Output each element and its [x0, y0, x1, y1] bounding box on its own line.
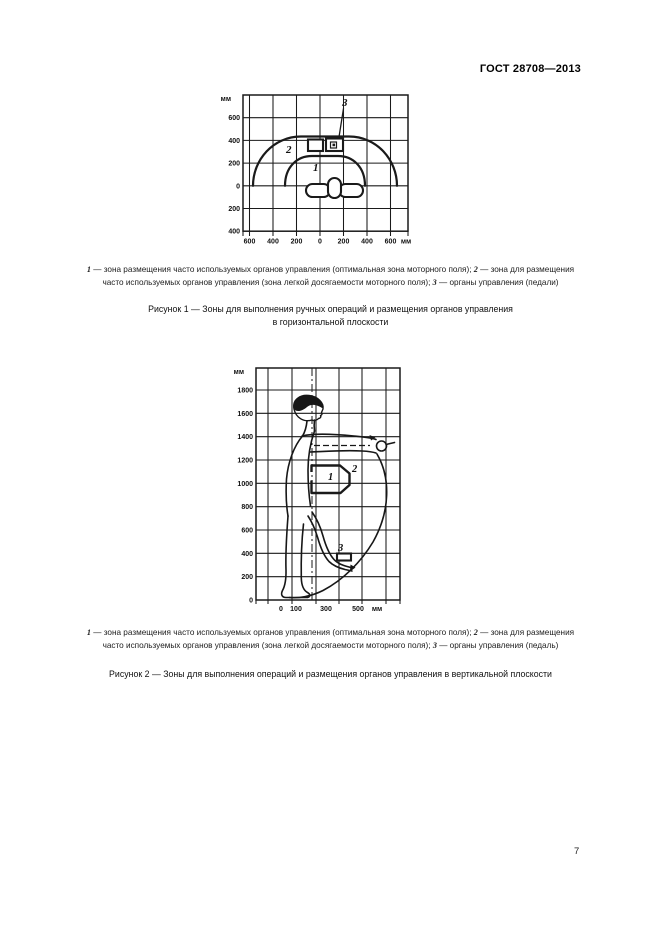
fig2-zone3-label: 3: [338, 543, 344, 554]
fig2-zone1-label: 1: [328, 472, 334, 483]
caption-text: — зона для размещения: [477, 628, 575, 637]
fig2-x-tick: 300: [320, 606, 332, 613]
fig2-forward-leg: [308, 512, 352, 571]
caption-ref-1: 1: [86, 265, 91, 274]
fig1-y-tick: 400: [228, 228, 240, 236]
fig1-y-tick: 200: [228, 160, 240, 168]
fig1-y-tick: 0: [236, 183, 240, 191]
fig2-y-tick: 0: [249, 597, 253, 605]
fig1-y-tick: 200: [228, 206, 240, 213]
fig1-x-tick: 400: [361, 238, 373, 246]
fig2-y-tick: 800: [241, 504, 253, 512]
fig1-zone1-label: 1: [313, 162, 319, 174]
figure1-title-line2: в горизонтальной плоскости: [272, 317, 389, 327]
caption-text: — зона размещения часто используемых органов управления (оптимальная зона моторного поля);: [91, 628, 474, 637]
fig2-y-tick: 1000: [237, 480, 253, 488]
fig1-x-tick: 0: [318, 238, 322, 246]
figure2-title-line: Рисунок 2 — Зоны для выполнения операций и размещения органов управления в вертикальной плоскости: [109, 669, 552, 679]
fig1-grid-lines: [243, 95, 408, 236]
fig2-x-tick: 500: [352, 606, 364, 613]
fig1-pedal-center: [328, 178, 341, 198]
fig2-grid-border: [256, 368, 400, 600]
fig1-pedal-right: [339, 184, 363, 197]
figure2-title: [30, 668, 631, 681]
caption-ref-2: 2: [473, 628, 478, 637]
fig2-y-unit: мм: [233, 369, 244, 376]
fig2-y-tick: 400: [241, 550, 253, 558]
caption-text: — органы управления (педаль): [436, 641, 559, 650]
fig2-rear-leg: [282, 516, 310, 598]
fig1-y-tick: 600: [228, 115, 240, 123]
caption-ref-1: 1: [86, 628, 91, 637]
caption-text: часто используемых органов управления (зона легкой досягаемости моторного поля);: [102, 641, 433, 650]
figure1-caption-line1: [30, 263, 631, 276]
fig2-y-tick: 600: [241, 527, 253, 535]
caption-text: — органы управления (педали): [436, 278, 559, 287]
fig1-x-unit: мм: [400, 238, 412, 246]
fig1-x-tick: 200: [290, 238, 303, 246]
figure1-diagram: [213, 91, 418, 248]
fig2-pedal: [337, 554, 351, 561]
fig2-x-tick: 100: [290, 606, 302, 613]
fig2-neck: [303, 420, 315, 436]
fig1-control-rect-left: [308, 140, 323, 152]
fig1-x-tick: 600: [384, 238, 397, 246]
fig2-y-tick: 1600: [237, 410, 253, 418]
figure2-diagram: [224, 364, 411, 619]
figure2-caption: [30, 626, 631, 652]
page-number: 7: [574, 846, 580, 857]
caption-ref-3: 3: [432, 278, 437, 287]
figure1-title-line1: Рисунок 1 — Зоны для выполнения ручных операций и размещения органов управления: [148, 304, 513, 314]
fig2-finger: [386, 443, 395, 445]
fig1-x-tick: 200: [337, 238, 350, 246]
fig2-hand: [377, 441, 387, 451]
figure1-caption: [30, 263, 631, 289]
fig2-y-tick: 1200: [237, 457, 253, 465]
fig1-control-rect-dot: [333, 144, 336, 147]
figure2-caption-line2: [30, 639, 631, 652]
fig2-grid-lines: [256, 368, 400, 604]
fig1-x-tick: 400: [267, 238, 279, 246]
caption-ref-2: 2: [473, 265, 478, 274]
caption-text: — зона для размещения: [477, 265, 575, 274]
fig1-zone3-label: 3: [342, 97, 348, 109]
fig2-y-tick: 1800: [237, 387, 253, 395]
fig2-zone2-label: 2: [352, 464, 358, 475]
fig1-pedal-left: [306, 184, 330, 197]
fig2-human-figure: [282, 395, 395, 597]
figure1-title: [30, 303, 631, 329]
caption-text: часто используемых органов управления (зона легкой досягаемости моторного поля);: [102, 278, 433, 287]
fig1-x-tick: 600: [243, 238, 256, 246]
fig1-zone2-label: 2: [286, 144, 292, 156]
caption-ref-3: 3: [432, 641, 437, 650]
figure1-caption-line2: [30, 276, 631, 289]
caption-text: — зона размещения часто используемых органов управления (оптимальная зона моторного поля);: [91, 265, 474, 274]
fig2-y-tick: 200: [241, 574, 253, 582]
fig2-x-tick: 0: [279, 606, 283, 613]
fig2-y-tick: 1400: [237, 434, 253, 442]
figure2-caption-line1: [30, 626, 631, 639]
fig1-y-unit: мм: [220, 96, 231, 103]
document-header: ГОСТ 28708—2013: [479, 63, 581, 75]
fig1-y-tick: 400: [228, 137, 240, 145]
fig1-label3-leader: [339, 109, 344, 138]
fig2-torso: [286, 431, 314, 516]
fig2-x-unit: мм: [371, 606, 383, 613]
